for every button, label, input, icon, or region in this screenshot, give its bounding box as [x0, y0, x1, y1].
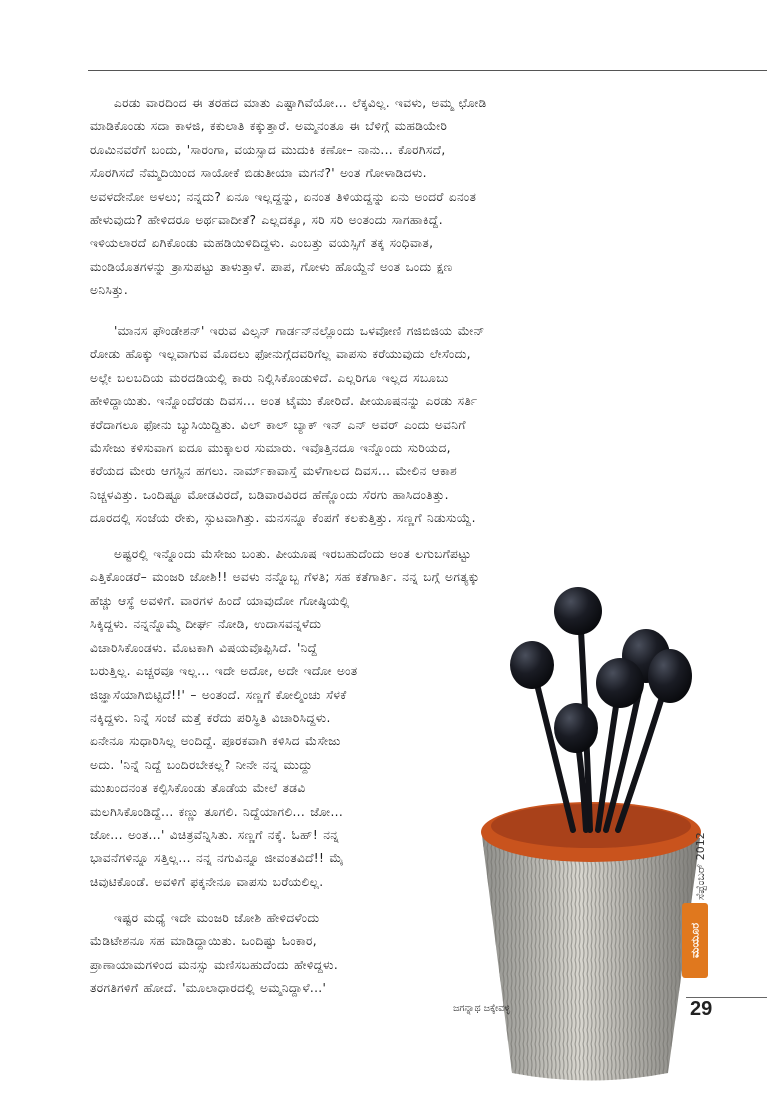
top-rule [88, 70, 767, 71]
text-line: ತರಗತಿಗಳಿಗೆ ಹೋದೆ. 'ಮೂಲಾಧಾರದಲ್ಲಿ ಅಮ್ಮನಿದ್ದಾಳೆ...' [90, 981, 327, 996]
text-line: ಚಿವುಟಿಕೊಂಡೆ. ಅವಳಿಗೆ ಫಕ್ಕನೇನೂ ವಾಪಸು ಬರೆಯಲಿಲ್ಲ. [90, 874, 324, 889]
text-line: ಅವಳದೇನೋ ಅಳಲು; ನನ್ನದು? ಏನೂ ಇಲ್ಲದ್ದನ್ನು, ಏನಂತ ತಿಳಿಯದ್ದನ್ನು ಏನು ಅಂದರೆ ಏನಂತ [90, 189, 477, 204]
issue-date: ಸೆಪ್ಟೆಂಬರ್ 2012 [694, 832, 707, 900]
text-line: ದೂರದಲ್ಲಿ ಸಂಜೆಯ ರೇಕು, ಸ್ಫುಟವಾಗಿತ್ತು. ಮನಸನ್ನೂ ಕೆಂಪಗೆ ಕಲಕುತ್ತಿತ್ತು. ಸಣ್ಣಗೆ ನಿಡುಸುಯ್ದೆ. [90, 511, 476, 526]
photo-credit: ಜಗನ್ನಾಥ ಜಕ್ಕೇವಳ್ಳಿ [453, 1003, 511, 1014]
text-line: ಹೇಳಿದ್ದಾಯಿತು. ಇನ್ನೊಂದೆರಡು ದಿವಸ... ಅಂತ ಟೈಮು ಕೋರಿದೆ. ಪೀಯೂಷನನ್ನು ಎರಡು ಸರ್ತಿ [90, 394, 478, 409]
text-line: ಎರಡು ವಾರದಿಂದ ಈ ತರಹದ ಮಾತು ಎಷ್ಟಾಗಿವೆಯೋ... ಲೆಕ್ಕವಿಲ್ಲ. ಇವಳು, ಅಮ್ಮ ಛೋಡಿ [114, 96, 487, 110]
text-line: ವಿಚಾರಿಸಿಕೊಂಡಳು. ಮೊಟಕಾಗಿ ವಿಷಯವೊಪ್ಪಿಸಿದೆ. 'ನಿದ್ದೆ [90, 640, 318, 655]
text-line: ಇಷ್ಟರ ಮಧ್ಯೆ ಇದೇ ಮಂಜರಿ ಜೋಶಿ ಹೇಳಿದಳೆಂದು [114, 911, 320, 925]
text-line: ರೋಡು ಹೊಕ್ಕು ಇಲ್ಲವಾಗುವ ಮೊದಲು ಫೋನುಗ್ಗೆದವರಿಗೆಲ್ಲ ವಾಪಸು ಕರೆಯುವುದು ಲೇಸೆಂದು, [90, 347, 471, 362]
text-line: ಕರೆದಾಗಲೂ ಫೋನು ಬ್ಯುಸಿಯಿದ್ದಿತು. ವಿಲ್ ಕಾಲ್ ಬ್ಯಾಕ್ ಇನ್ ಎನ್ ಅವರ್ ಎಂದು ಅವನಿಗೆ [90, 417, 466, 432]
paragraph-3-continued [90, 590, 474, 894]
text-line: ನಕ್ಕಿದ್ದಳು. ನಿನ್ನೆ ಸಂಜೆ ಮತ್ತೆ ಕರೆದು ಪರಿಸ್ಥಿತಿ ವಿಚಾರಿಸಿದ್ದಳು. [90, 711, 331, 726]
text-line: ಜೋ... ಅಂತ...' ವಿಚಿತ್ರವೆನ್ನಿಸಿತು. ಸಣ್ಣಗೆ ನಕ್ಕೆ. ಓಹ್! ನನ್ನ [90, 828, 339, 843]
text-line: ಜಿಜ್ಞಾಸೆಯಾಗಿಬಿಟ್ಟಿದೆ!!' – ಅಂತಂದೆ. ಸಣ್ಣಗೆ ಕೋಲ್ಮಿಂಚು ಸೆಳಕೆ [90, 687, 347, 702]
text-line: ಏನೇನೂ ಸುಧಾರಿಸಿಲ್ಲ ಅಂದಿದ್ದೆ. ಪೂರಕವಾಗಿ ಕಳಿಸಿದ ಮೆಸೇಜು [90, 734, 341, 749]
text-line: ಭಾವನೆಗಳಿನ್ನೂ ಸತ್ತಿಲ್ಲ... ನನ್ನ ನಗುವಿನ್ನೂ ಜೀವಂತವಿದೆ!! ಮೈ [90, 851, 344, 866]
text-line: ಅಷ್ಟರಲ್ಲಿ ಇನ್ನೊಂದು ಮೆಸೇಜು ಬಂತು. ಪೀಯೂಷ ಇರಬಹುದೆಂದು ಅಂತ ಲಗುಬಗೆಪಟ್ಟು [114, 547, 472, 561]
text-line: ಎತ್ತಿಕೊಂಡರೆ– ಮಂಜರಿ ಜೋಶಿ!! ಅವಳು ನನ್ನೊಬ್ಬ ಗೆಳತಿ; ಸಹ ಕತೆಗಾರ್ತಿ. ನನ್ನ ಬಗ್ಗೆ ಅಗತ್ಯಕ್ಕು [90, 570, 480, 585]
text-line: ಮಂಡಿಯೊತಗಳನ್ನು ತ್ರಾಸುಪಟ್ಟು ತಾಳುತ್ತಾಳೆ. ಪಾಪ, ಗೋಳು ಹೊಯ್ದೆನೆ ಅಂತ ಒಂದು ಕ್ಷಣ [90, 259, 453, 274]
text-line: ರೂಮಿನವರೆಗೆ ಬಂದು, 'ಸಾರಂಗಾ, ವಯಸ್ಸಾದ ಮುದುಕಿ ಕಣೋ– ನಾನು... ಕೊರಗಿಸದೆ, [90, 142, 446, 157]
text-line: ಇಳಿಯಲಾರದೆ ಏಗಿಕೊಂಡು ಮಹಡಿಯಿಳಿದಿದ್ದಳು. ಎಂಬತ್ತು ವಯಸ್ಸಿಗೆ ತಕ್ಕ ಸಂಧಿವಾತ, [90, 236, 434, 251]
text-line: ಹೆಚ್ಚು ಆಸ್ಥೆ ಅವಳಿಗೆ. ವಾರಗಳ ಹಿಂದೆ ಯಾವುದೋ ಗೋಷ್ಠಿಯಲ್ಲಿ [90, 594, 350, 608]
sculpture-heads [510, 587, 692, 753]
text-line: ಅದು. 'ನಿನ್ನೆ ನಿದ್ದೆ ಬಂದಿರಬೇಕಲ್ಲ? ನೀನೇ ನನ್ನ ಮುದ್ದು [90, 757, 313, 772]
paragraph-4 [90, 907, 474, 1001]
text-line: ಸೊರಗಿಸದೆ ನೆಮ್ಮದಿಯಿಂದ ಸಾಯೋಕೆ ಬಿಡುತೀಯಾ ಮಗನೆ?' ಅಂತ ಗೋಳಾಡಿದಳು. [90, 166, 427, 181]
text-line: ಸಿಕ್ಕಿದ್ದಳು. ನನ್ನನ್ನೊಮ್ಮೆ ದೀರ್ಘ ನೋಡಿ, ಉದಾಸವನ್ನಳೆದು [90, 617, 322, 632]
magazine-logo: ಮಯೂರ [682, 903, 708, 978]
text-line: ಬರುತ್ತಿಲ್ಲ. ಎಚ್ಚರವೂ ಇಲ್ಲ... ಇದೇ ಅದೋ, ಅದೇ ಇದೋ ಅಂತ [90, 664, 358, 679]
paragraph-2 [90, 320, 756, 531]
text-line: ನಿಚ್ಚಳವಿತ್ತು. ಒಂದಿಷ್ಟೂ ಮೋಡವಿರದೆ, ಬಡಿವಾರವಿರದ ಹೆಣ್ಣೊಂದು ಸೆರಗು ಹಾಸಿದಂತಿತ್ತು. [90, 487, 449, 502]
text-line: ಮುಖಂದನಂತ ಕಲ್ಪಿಸಿಕೊಂಡು ತೊಡೆಯ ಮೇಲೆ ತಡವಿ [90, 781, 306, 796]
pot-texture [482, 826, 700, 1080]
text-line: ಮಾಡಿಕೊಂಡು ಸದಾ ಕಾಳಜಿ, ಕಕುಲಾತಿ ಕಕ್ಕುತ್ತಾರೆ. ಅಮ್ಮನಂತೂ ಈ ಬೆಳಿಗ್ಗೆ ಮಹಡಿಯೇರಿ [90, 119, 448, 134]
text-line: ಪ್ರಾಣಾಯಾಮಗಳಿಂದ ಮನಸ್ಸು ಮಣಿಸಬಹುದೆಂದು ಹೇಳಿದ್ದಳು. [90, 957, 339, 972]
page-number: 29 [690, 998, 713, 1020]
text-line: ಮೆಡಿಟೇಶನೂ ಸಹ ಮಾಡಿದ್ದಾಯಿತು. ಒಂದಿಷ್ಟು ಓಂಕಾರ, [90, 934, 317, 949]
text-line: ಕರೆಯದ ಮೇರು ಆಗಸ್ಟಿನ ಹಗಲು. ನಾರ್ಮ್‌ಕಾವಾಸ್ತೆ ಮಳೆಗಾಲದ ದಿವಸ... ಮೇಲಿನ ಆಕಾಶ [90, 464, 458, 479]
text-line: ಅಲ್ಲೇ ಬಲಬದಿಯ ಮರದಡಿಯಲ್ಲಿ ಕಾರು ನಿಲ್ಲಿಸಿಕೊಂಡುಳಿದೆ. ಎಲ್ಲರಿಗೂ ಇಲ್ಲದ ಸಬೂಬು [90, 370, 449, 385]
text-line: 'ಮಾನಸ ಫೌಂಡೇಶನ್' ಇರುವ ವಿಲ್ಸನ್ ಗಾರ್ಡನ್‌ನಲ್ಲೊಂದು ಒಳವೋಣಿ ಗಜಿಬಿಜಿಯ ಮೇನ್ [114, 324, 485, 338]
text-line: ಮಲಗಿಸಿಕೊಂಡಿದ್ದೆ... ಕಣ್ಣು ತೂಗಲಿ. ನಿದ್ದೆಯಾಗಲಿ... ಜೋ... [90, 804, 343, 819]
paragraph-1 [90, 92, 756, 303]
text-line: ಮೆಸೇಜು ಕಳಿಸುವಾಗ ಐದೂ ಮುಕ್ಕಾಲರ ಸುಮಾರು. ಇವೊತ್ತಿನದೂ ಇನ್ನೊಂದು ಸುರಿಯದ, [90, 441, 451, 456]
text-line: ಹೇಳುವುದು? ಹೇಳಿದರೂ ಅರ್ಥವಾದೀತೆ? ಎಲ್ಲದಕ್ಕೂ, ಸರಿ ಸರಿ ಅಂತಂದು ಸಾಗಹಾಕಿದ್ದೆ. [90, 213, 443, 228]
sculpture-photo [478, 568, 702, 1093]
text-line: ಅನಿಸಿತ್ತು. [90, 283, 129, 298]
